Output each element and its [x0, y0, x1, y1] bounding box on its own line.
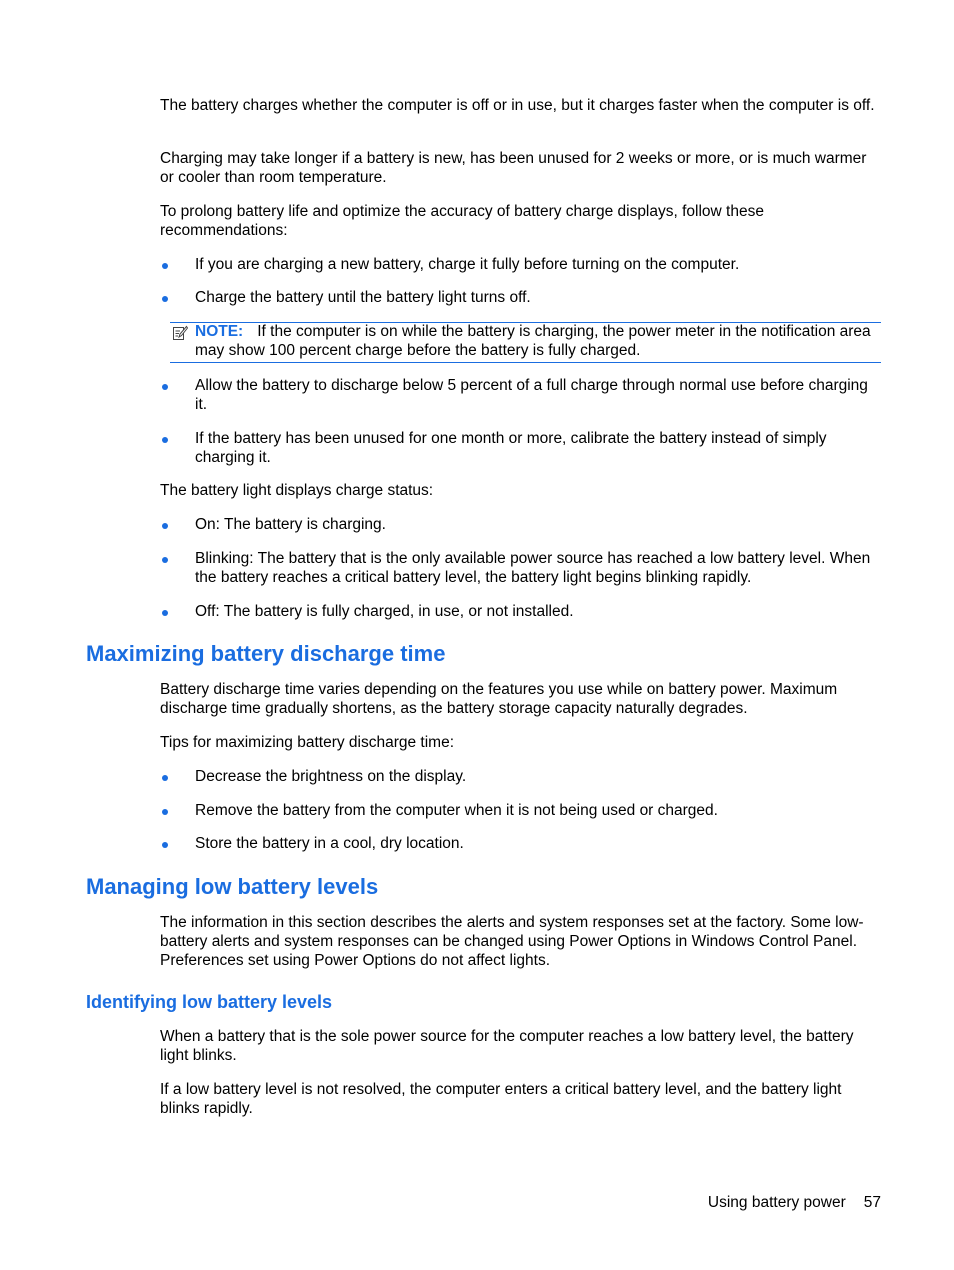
page-number: 57 [863, 1194, 881, 1211]
note-text: If the computer is on while the battery is charging, the power meter in the notification area may show 100 percent charge before the battery is fully charged. [195, 323, 871, 359]
intro-paragraph-3: To prolong battery life and optimize the accuracy of battery charge displays, follow these recommendations: [160, 203, 764, 239]
list-item-text: Decrease the brightness on the display. [195, 768, 467, 785]
maximizing-paragraph-1: Battery discharge time varies depending on the features you use while on battery power. Maximum discharge time gradually shortens, as the battery storage capacity naturally degrades. [160, 681, 838, 717]
maximizing-paragraph-2: Tips for maximizing battery discharge time: [160, 734, 455, 751]
identifying-paragraph-1: When a battery that is the sole power source for the computer reaches a low battery level, the battery light blinks. [160, 1028, 854, 1064]
intro-paragraph-2: Charging may take longer if a battery is new, has been unused for 2 weeks or more, or is much warmer or cooler than room temperature. [160, 150, 867, 186]
list-item-text: On: The battery is charging. [195, 516, 386, 533]
bullet-icon [162, 557, 168, 563]
bullet-icon [162, 775, 168, 781]
subsection-heading-identifying: Identifying low battery levels [86, 992, 333, 1012]
note-label: NOTE: [195, 323, 244, 340]
bullet-icon [162, 610, 168, 616]
list-item-text: Remove the battery from the computer when it is not being used or charged. [195, 802, 718, 819]
managing-paragraph-1: The information in this section describes the alerts and system responses set at the factory. Some low-battery alerts and system responses can be changed using Power Options in Windows Control Panel. Preferences set using Power Options do not affect lights. [160, 914, 864, 969]
section-heading-managing: Managing low battery levels [86, 874, 379, 899]
list-item-text: If you are charging a new battery, charge it fully before turning on the computer. [195, 256, 740, 273]
bullet-icon [162, 384, 168, 390]
bullet-icon [162, 842, 168, 848]
intro-paragraph-1: The battery charges whether the computer is off or in use, but it charges faster when the computer is off. [160, 97, 875, 114]
section-heading-maximizing: Maximizing battery discharge time [86, 641, 446, 666]
bullet-icon [162, 809, 168, 815]
list-item-text: Store the battery in a cool, dry location. [195, 835, 464, 852]
note-pencil-icon [172, 325, 188, 341]
identifying-paragraph-2: If a low battery level is not resolved, the computer enters a critical battery level, and the battery light blinks rapidly. [160, 1081, 842, 1117]
list-item-text: Allow the battery to discharge below 5 percent of a full charge through normal use before charging it. [195, 377, 868, 413]
list-item-text: Blinking: The battery that is the only available power source has reached a low battery level. When the battery reaches a critical battery level, the battery light begins blinking rapidly. [195, 550, 871, 586]
bullet-icon [162, 263, 168, 269]
footer-section-title: Using battery power [707, 1194, 846, 1211]
page-footer [708, 1193, 881, 1212]
bullet-icon [162, 296, 168, 302]
bullet-icon [162, 437, 168, 443]
list-item-text: Off: The battery is fully charged, in use, or not installed. [195, 603, 574, 620]
list-item-text: If the battery has been unused for one month or more, calibrate the battery instead of simply charging it. [195, 430, 827, 466]
light-status-intro: The battery light displays charge status: [160, 482, 434, 499]
bullet-icon [162, 523, 168, 529]
note-box [170, 322, 881, 363]
list-item-text: Charge the battery until the battery light turns off. [195, 289, 531, 306]
